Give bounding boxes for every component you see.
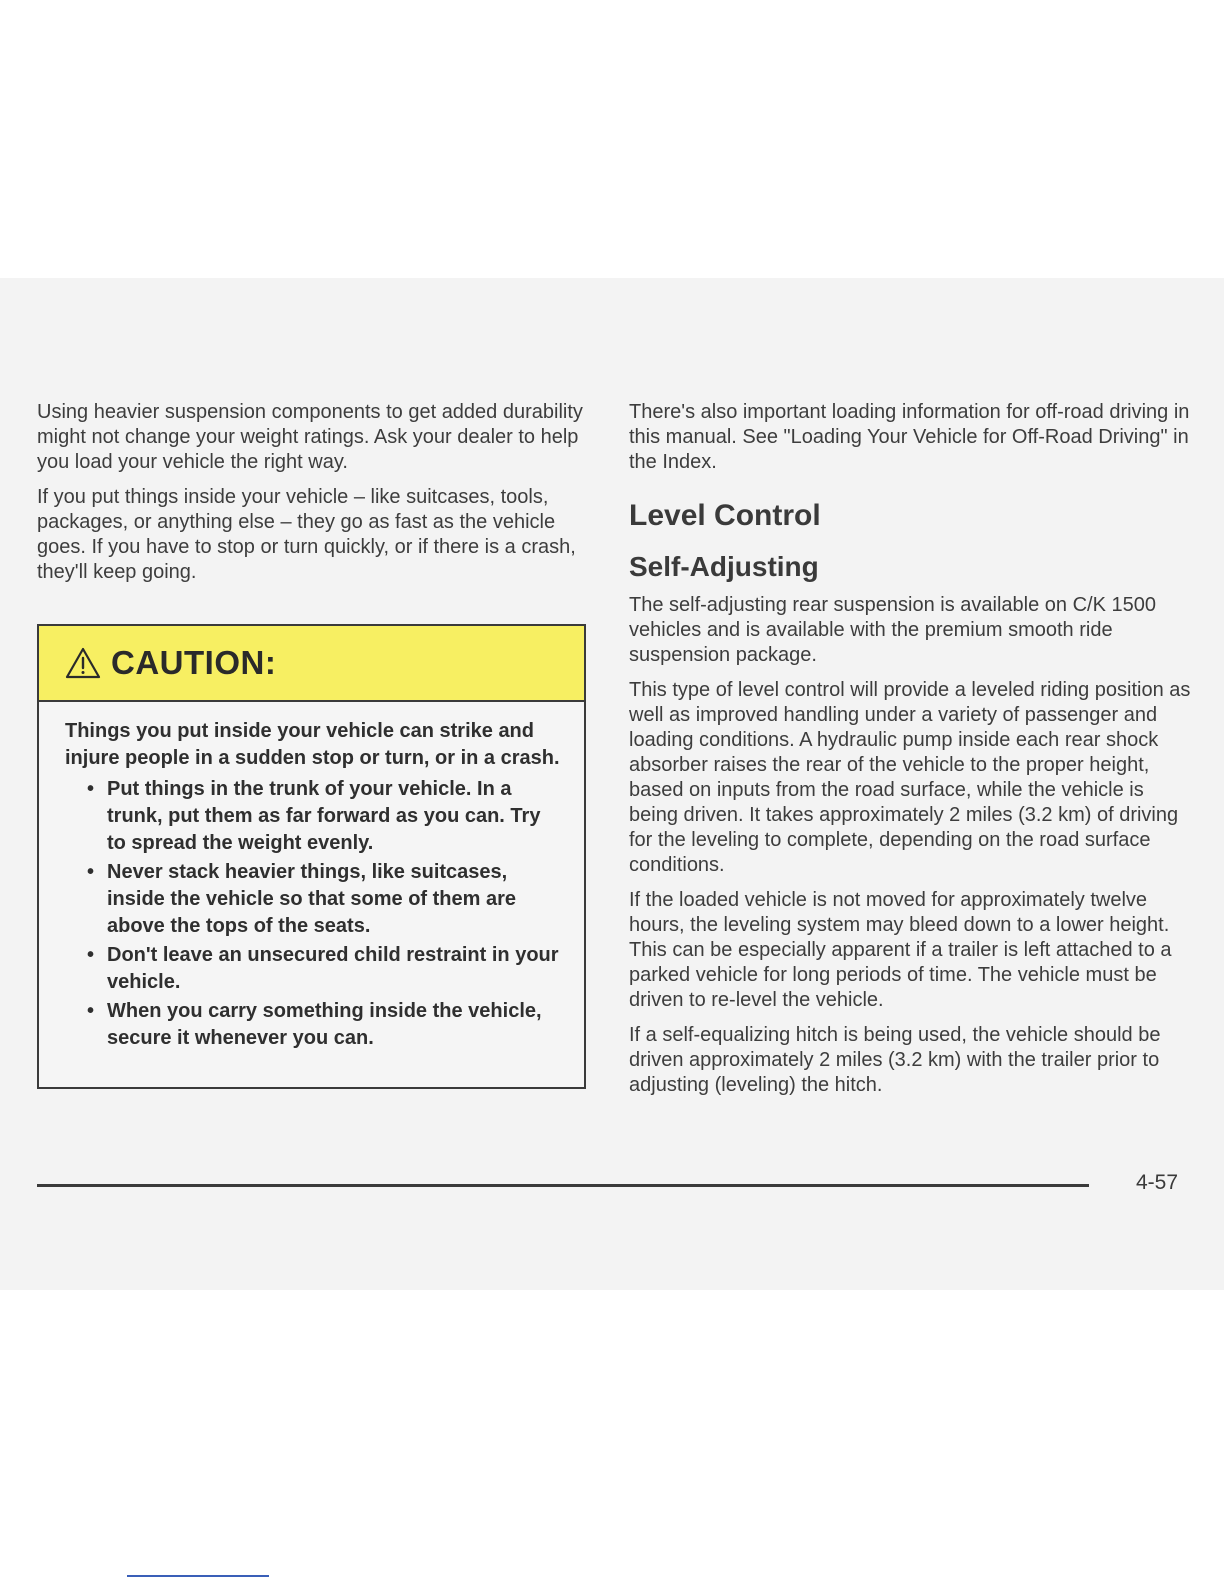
paragraph: If a self-equalizing hitch is being used, the vehicle should be driven approximately 2 miles (3.2 km) with the trailer prior to adjusting (leveling) the hitch. (629, 1024, 1161, 1096)
caution-header (39, 626, 584, 702)
caution-intro: Things you put inside your vehicle can strike and injure people in a sudden stop or turn, or in a crash. (65, 720, 560, 769)
section-title: Level Control (629, 499, 821, 532)
caution-title: CAUTION: (111, 644, 277, 681)
left-column (37, 400, 589, 595)
bullet-icon: • (87, 861, 95, 883)
list-item: • Put things in the trunk of your vehicle. In a trunk, put them as far forward as you can. Try to spread the weight evenly. (87, 778, 541, 854)
caution-body (39, 702, 584, 1052)
list-item: • Don't leave an unsecured child restraint in your vehicle. (87, 944, 559, 993)
bottom-link-underline[interactable] (127, 1575, 269, 1577)
intro-paragraph: There's also important loading information for off-road driving in this manual. See "Loading Your Vehicle for Off-Road Driving" in the Index. (629, 401, 1190, 473)
page-number: 4-57 (1136, 1171, 1179, 1194)
caution-box (37, 624, 586, 1089)
paragraph: Using heavier suspension components to get added durability might not change your weight ratings. Ask your dealer to help you load your vehicle the right way. (37, 401, 583, 473)
bullet-icon: • (87, 778, 95, 800)
right-column (629, 400, 1194, 1108)
warning-triangle-icon (65, 647, 101, 679)
bullet-icon: • (87, 1000, 95, 1022)
list-item: • When you carry something inside the vehicle, secure it whenever you can. (87, 1000, 542, 1049)
bullet-icon: • (87, 944, 95, 966)
list-item: • Never stack heavier things, like suitcases, inside the vehicle so that some of them are above the tops of the seats. (87, 861, 517, 937)
footer-rule (37, 1184, 1089, 1187)
paragraph: If you put things inside your vehicle – like suitcases, tools, packages, or anything else – they go as fast as the vehicle goes. If you have to stop or turn quickly, or if there is a crash, they'll keep going. (37, 486, 576, 583)
paragraph: The self-adjusting rear suspension is available on C/K 1500 vehicles and is available with the premium smooth ride suspension package. (629, 594, 1156, 666)
paragraph: This type of level control will provide a leveled riding position as well as improved handling under a variety of passenger and loading conditions. A hydraulic pump inside each rear shock absorber raises the rear of the vehicle to the proper height, based on inputs from the road surface, while the vehicle is being driven. It takes approximately 2 miles (3.2 km) of driving for the leveling to complete, depending on the road surface conditions. (629, 679, 1191, 876)
caution-list (65, 776, 564, 1052)
paragraph: If the loaded vehicle is not moved for approximately twelve hours, the leveling system may bleed down to a lower height. This can be especially apparent if a trailer is left attached to a parked vehicle for long periods of time. The vehicle must be driven to re-level the vehicle. (629, 889, 1172, 1011)
subsection-title: Self-Adjusting (629, 551, 819, 582)
